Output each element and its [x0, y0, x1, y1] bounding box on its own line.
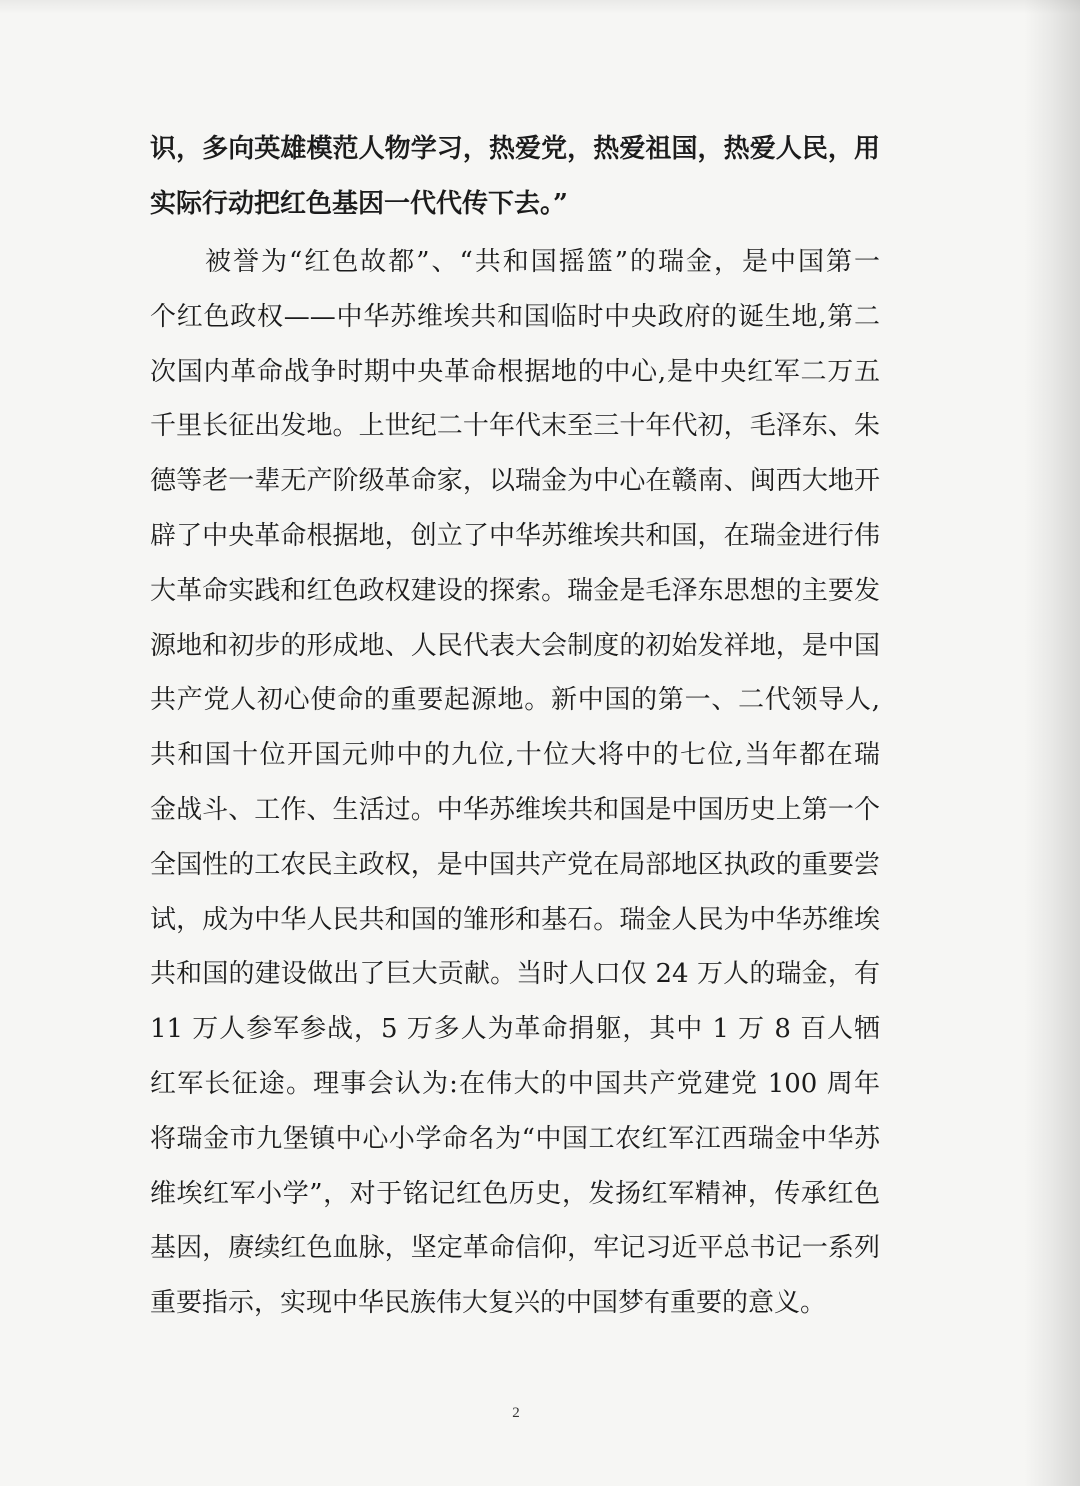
- text-line: 识，多向英雄模范人物学习，热爱党，热爱祖国，热爱人民，用: [150, 134, 880, 164]
- text-line: 共和国的建设做出了巨大贡献。当时人口仅 24 万人的瑞金，有: [150, 959, 880, 990]
- text-line: 将瑞金市九堡镇中心小学命名为“中国工农红军江西瑞金中华苏: [150, 1123, 880, 1154]
- text-line: 大革命实践和红色政权建设的探索。瑞金是毛泽东思想的主要发: [150, 575, 880, 606]
- text-line: 德等老一辈无产阶级革命家，以瑞金为中心在赣南、闽西大地开: [150, 466, 880, 497]
- text-line: 辟了中央革命根据地，创立了中华苏维埃共和国，在瑞金进行伟: [150, 520, 880, 551]
- continued-quote: [150, 122, 880, 232]
- text-line: 金战斗、工作、生活过。中华苏维埃共和国是中国历史上第一个: [150, 794, 880, 825]
- text-line: 个红色政权——中华苏维埃共和国临时中央政府的诞生地,第二: [150, 301, 880, 332]
- text-line: 源地和初步的形成地、人民代表大会制度的初始发祥地，是中国: [150, 630, 880, 661]
- text-line: 次国内革命战争时期中央革命根据地的中心,是中央红军二万五: [150, 356, 880, 387]
- text-line: 重要指示，实现中华民族伟大复兴的中国梦有重要的意义。: [150, 1288, 827, 1319]
- body-text: [150, 122, 880, 1331]
- text-line: 11 万人参军参战，5 万多人为革命捐躯，其中 1 万 8 百人牺: [150, 1014, 880, 1045]
- scan-edge-shadow: [1024, 0, 1080, 1486]
- text-line: 维埃红军小学”，对于铭记红色历史，发扬红军精神，传承红色: [150, 1178, 880, 1209]
- paragraph: [150, 235, 880, 1331]
- text-line: 实际行动把红色基因一代代传下去。”: [150, 188, 568, 219]
- text-line: 试，成为中华人民共和国的雏形和基石。瑞金人民为中华苏维埃: [150, 904, 880, 935]
- text-line: 全国性的工农民主政权，是中国共产党在局部地区执政的重要尝: [150, 849, 880, 880]
- text-line: 红军长征途。理事会认为:在伟大的中国共产党建党 100 周年: [150, 1068, 880, 1099]
- page-number: 2: [512, 1405, 520, 1421]
- text-line: 千里长征出发地。上世纪二十年代末至三十年代初，毛泽东、朱: [150, 411, 880, 442]
- text-line: 基因，赓续红色血脉，坚定革命信仰，牢记习近平总书记一系列: [150, 1233, 880, 1264]
- text-line: 被誉为“红色故都”、“共和国摇篮”的瑞金，是中国第一: [205, 246, 880, 277]
- scan-top-shadow: [0, 0, 1080, 14]
- text-line: 共和国十位开国元帅中的九位,十位大将中的七位,当年都在瑞: [150, 740, 880, 771]
- text-line: 共产党人初心使命的重要起源地。新中国的第一、二代领导人,: [150, 685, 880, 716]
